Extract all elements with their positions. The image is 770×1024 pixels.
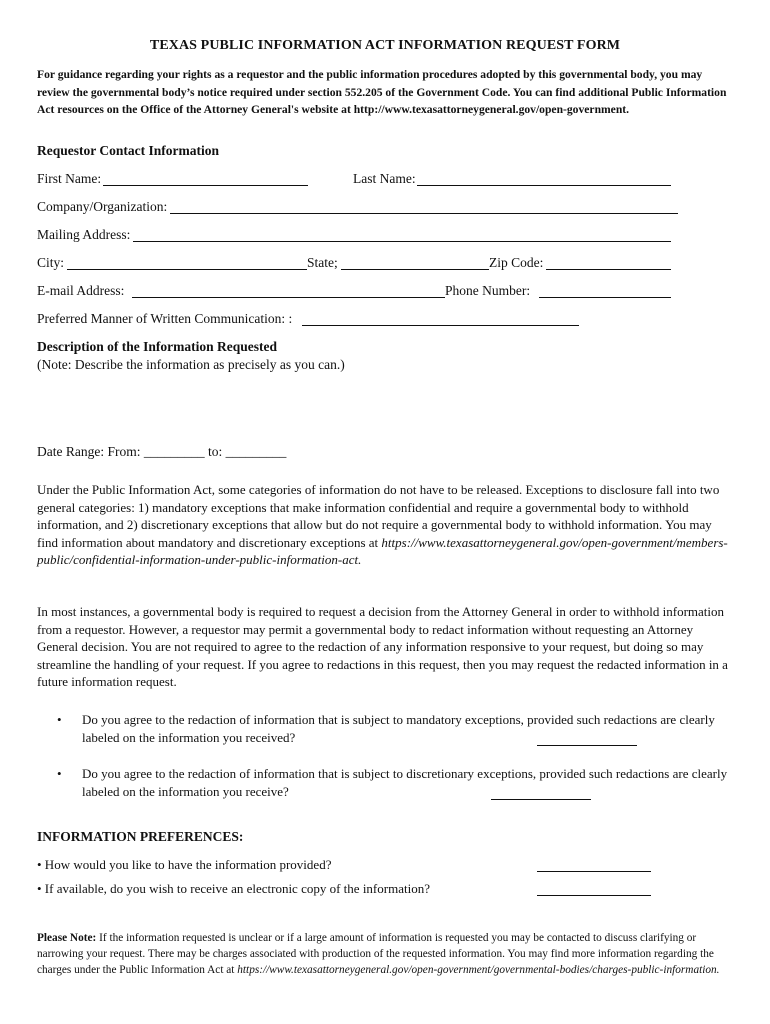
last-name-field[interactable]	[417, 171, 671, 186]
please-note	[37, 930, 731, 978]
contact-heading: Requestor Contact Information	[37, 143, 219, 158]
bullet-icon: •	[57, 712, 62, 727]
provision-method-question: • How would you like to have the information provided?	[37, 857, 332, 872]
city-label: City:	[37, 255, 65, 270]
intro-paragraph: For guidance regarding your rights as a requestor and the public information procedures adopted by this governmental body, you may review the governmental body’s notice required under section 552.205 of the Government Code. You can find additional Public Information Act resources on the Office of the Attorney General's website at http://www.texasattorneygeneral.gov/open-government.	[37, 68, 727, 116]
mandatory-answer-field[interactable]	[537, 733, 637, 746]
bullet-icon: •	[57, 766, 62, 781]
discretionary-answer-field[interactable]	[491, 787, 591, 800]
form-title: TEXAS PUBLIC INFORMATION ACT INFORMATION REQUEST FORM	[149, 38, 621, 53]
exceptions-paragraph	[37, 481, 731, 569]
company-label: Company/Organization:	[37, 199, 168, 214]
provision-method-row	[37, 857, 677, 873]
zip-field[interactable]	[546, 255, 671, 270]
exceptions-link[interactable]: https://www.texasattorneygeneral.gov/open-government/members-public/confidential-information-under-public-information-act.	[37, 534, 728, 567]
mandatory-question-text: Do you agree to the redaction of information that is subject to mandatory exceptions, provided such redactions are clearly labeled on the information you received?	[82, 712, 715, 745]
preferred-field[interactable]	[302, 311, 579, 326]
charges-link[interactable]: https://www.texasattorneygeneral.gov/open-government/governmental-bodies/charges-public-information.	[237, 964, 720, 976]
provision-method-field[interactable]	[537, 859, 651, 872]
description-note: (Note: Describe the information as precisely as you can.)	[37, 357, 345, 372]
please-note-label: Please Note:	[37, 932, 97, 944]
state-label: State;	[307, 255, 338, 270]
discretionary-question-text: Do you agree to the redaction of information that is subject to discretionary exceptions, provided such redactions are clearly labeled on the information you receive?	[82, 766, 728, 799]
electronic-copy-question: • If available, do you wish to receive an electronic copy of the information?	[37, 881, 430, 896]
redaction-paragraph: In most instances, a governmental body is required to request a decision from the Attorney General in order to withhold information from a requestor. However, a requestor may permit a governmental body to redact information without requesting an Attorney General decision. You are not required to agree to the redaction of any information responsive to your request, but doing so may streamline the handling of your request. If you agree to redactions in this request, then you may request the redacted information in a future information request.	[37, 604, 728, 689]
date-range: Date Range: From: _________ to: _________	[37, 444, 287, 459]
electronic-copy-row	[37, 881, 677, 897]
preferred-label: Preferred Manner of Written Communication: :	[37, 311, 293, 326]
city-field[interactable]	[67, 255, 307, 270]
mailing-label: Mailing Address:	[37, 227, 131, 242]
last-name-label: Last Name:	[353, 171, 416, 186]
please-note-text: If the information requested is unclear or if a large amount of information is requested you may be contacted to discuss clarifying or narrowing your request. There may be charges associated with production of the requested information. You may find more information regarding the charges under the Public Information Act at	[37, 932, 714, 976]
electronic-copy-field[interactable]	[537, 883, 651, 896]
state-field[interactable]	[341, 255, 489, 270]
first-name-field[interactable]	[103, 171, 308, 186]
phone-field[interactable]	[539, 283, 671, 298]
first-name-label: First Name:	[37, 171, 102, 186]
company-field[interactable]	[170, 199, 678, 214]
description-heading: Description of the Information Requested	[37, 339, 277, 354]
zip-label: Zip Code:	[489, 255, 544, 270]
mailing-field[interactable]	[133, 227, 671, 242]
email-label: E-mail Address:	[37, 283, 125, 298]
email-field[interactable]	[132, 283, 445, 298]
phone-label: Phone Number:	[445, 283, 531, 298]
exceptions-text: Under the Public Information Act, some categories of information do not have to be released. Exceptions to disclosure fall into two general categories: 1) mandatory exceptions that make information confidential and require a governmental body to withhold information, and 2) discretionary exceptions that allow but do not require a governmental body to withhold information. You may find information about mandatory and discretionary exceptions at	[37, 482, 720, 550]
preferences-heading: INFORMATION PREFERENCES:	[37, 829, 244, 844]
